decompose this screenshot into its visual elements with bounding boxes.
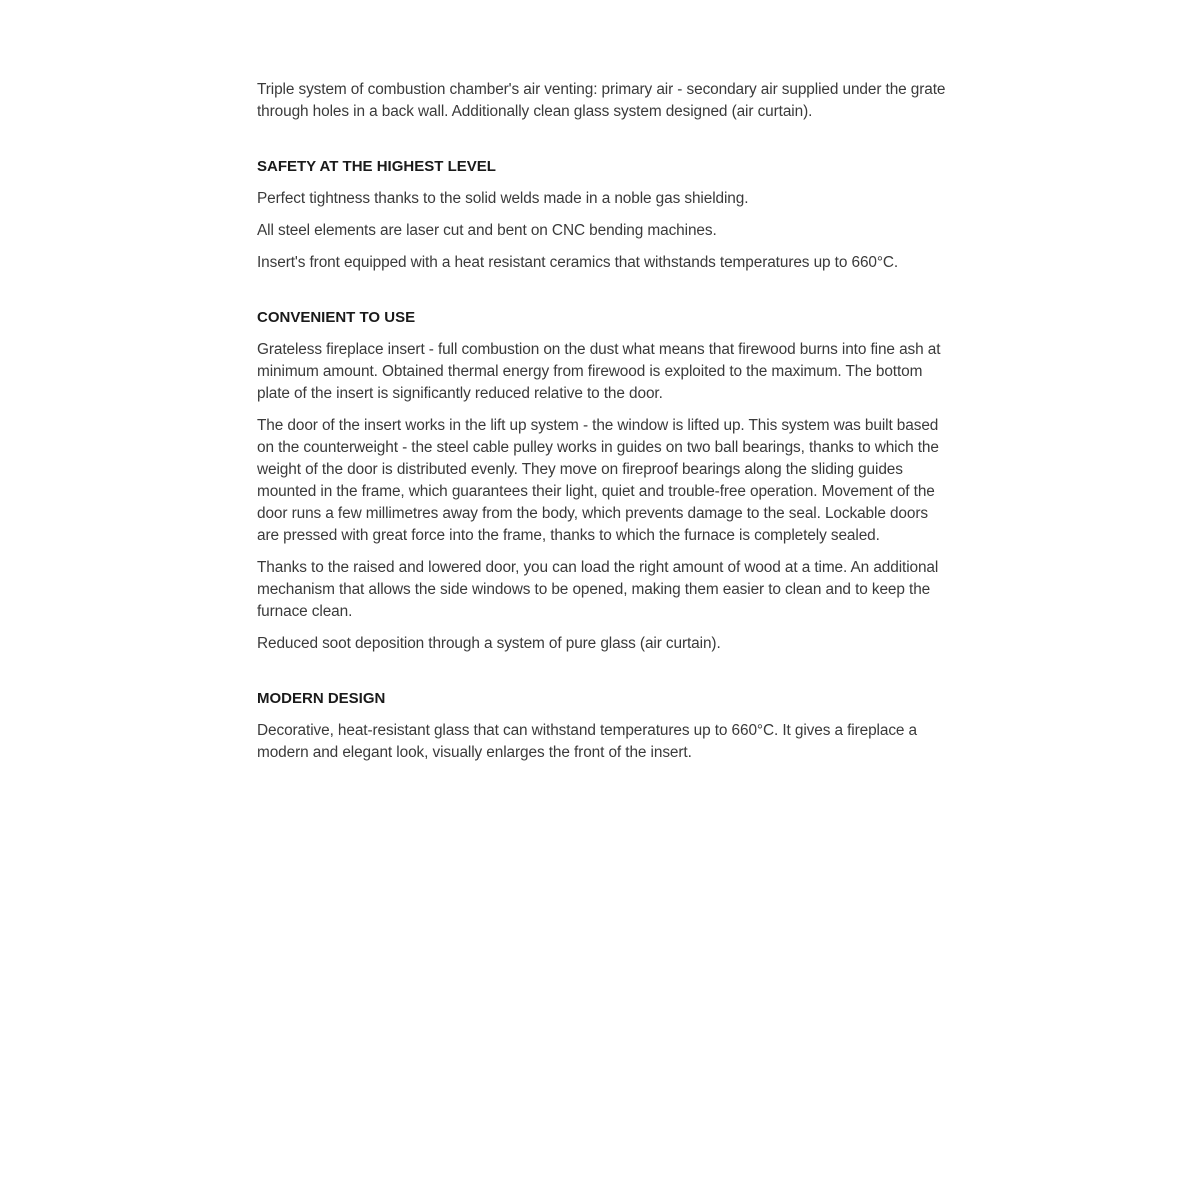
convenience-paragraph: The door of the insert works in the lift up system - the window is lifted up. This system was built based on the counterweight - the steel cable pulley works in guides on two ball bearings, thanks to which the weight of the door is distributed evenly. They move on fireproof bearings along the sliding guides mounted in the frame, which guarantees their light, quiet and trouble-free operation. Movement of the door runs a few millimetres away from the body, which prevents damage to the seal. Lockable doors are pressed with great force into the frame, thanks to which the furnace is completely sealed. <box>257 417 939 544</box>
design-paragraph: Decorative, heat-resistant glass that can withstand temperatures up to 660°C. It gives a fireplace a modern and elegant look, visually enlarges the front of the insert. <box>257 722 918 761</box>
safety-section <box>257 156 947 274</box>
section-heading-convenience: CONVENIENT TO USE <box>257 309 416 326</box>
section-heading-safety: SAFETY AT THE HIGHEST LEVEL <box>257 158 496 175</box>
safety-paragraph: Perfect tightness thanks to the solid welds made in a noble gas shielding. <box>257 190 749 207</box>
section-heading-design: MODERN DESIGN <box>257 690 386 707</box>
design-section <box>257 688 947 764</box>
convenience-paragraph: Reduced soot deposition through a system of pure glass (air curtain). <box>257 635 721 652</box>
intro-paragraph: Triple system of combustion chamber's air venting: primary air - secondary air supplied under the grate through holes in a back wall. Additionally clean glass system designed (air curtain). <box>257 81 946 120</box>
convenience-paragraph: Thanks to the raised and lowered door, you can load the right amount of wood at a time. An additional mechanism that allows the side windows to be opened, making them easier to clean and to keep the furnace clean. <box>257 559 939 620</box>
intro-section <box>257 79 947 123</box>
safety-paragraph: Insert's front equipped with a heat resistant ceramics that withstands temperatures up to 660°C. <box>257 254 899 271</box>
convenience-section <box>257 307 947 655</box>
convenience-paragraph: Grateless fireplace insert - full combustion on the dust what means that firewood burns into fine ash at minimum amount. Obtained thermal energy from firewood is exploited to the maximum. The bottom plate of the insert is significantly reduced relative to the door. <box>257 341 941 402</box>
product-description <box>257 79 947 774</box>
safety-paragraph: All steel elements are laser cut and bent on CNC bending machines. <box>257 222 717 239</box>
